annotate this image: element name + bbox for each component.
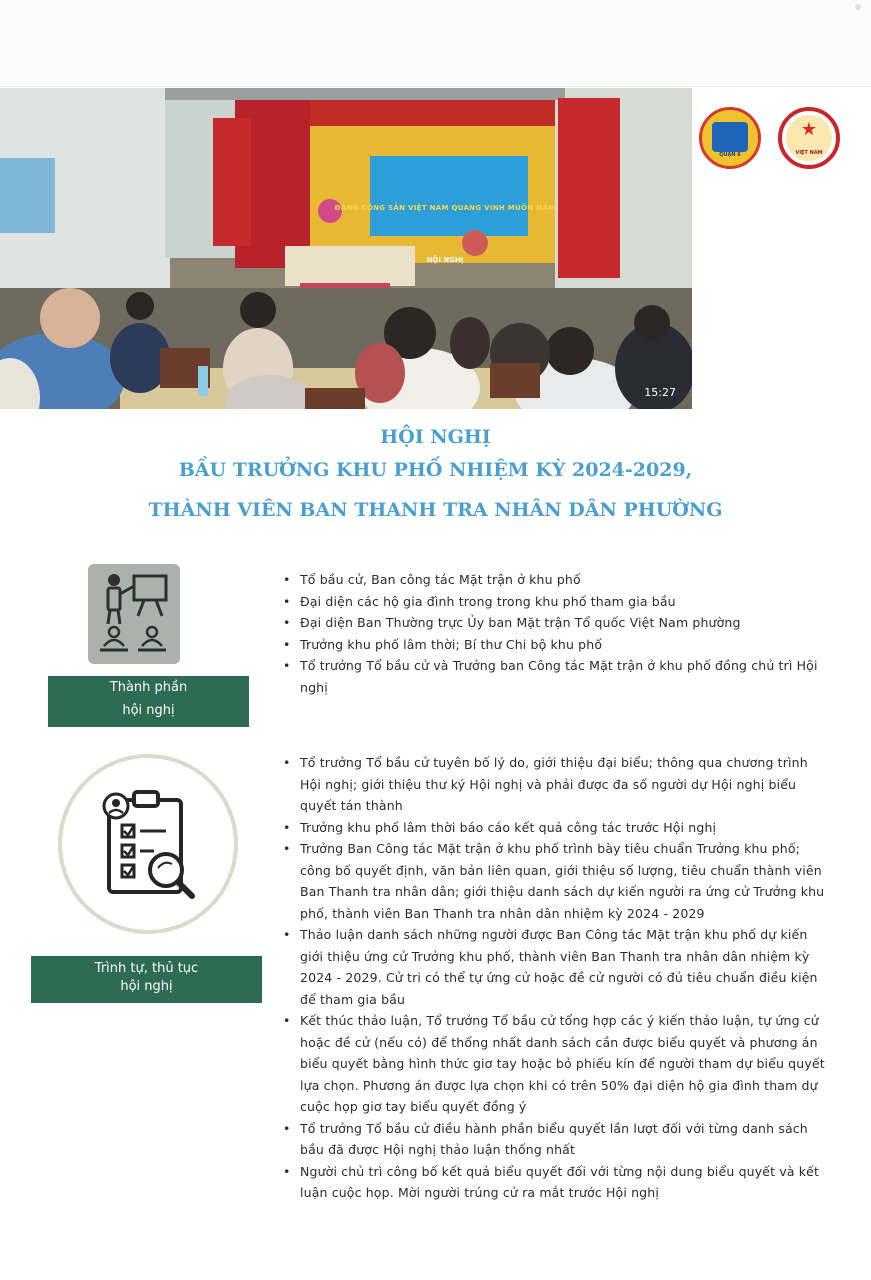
meeting-photo [0, 88, 692, 409]
district-logo-caption: QUẬN 6 [719, 152, 741, 158]
section1-caption [48, 676, 249, 727]
list-item: • Đại diện các hộ gia đình trong trong khu phố tham gia bầu [283, 591, 823, 613]
section2-list [283, 752, 831, 1204]
book-emblem-icon [712, 122, 748, 152]
photo-timestamp: 15:27 [644, 386, 676, 399]
list-item: • Tổ trưởng Tổ bầu cử điều hành phần biểu quyết lần lượt đối với từng danh sách bầu đã được Hội nghị thảo luận thống nhất [283, 1118, 831, 1161]
photo-screen-text: HỘI NGHỊ [426, 256, 464, 264]
presentation-icon [88, 564, 180, 664]
section1-caption-line1: Thành phần [109, 680, 188, 695]
page-title-line2: BẦU TRƯỞNG KHU PHỐ NHIỆM KỲ 2024-2029, [178, 459, 693, 481]
list-item: • Người chủ trì công bố kết quả biểu quyết đối với từng nội dung biểu quyết và kết luận cuộc họp. Mời người trúng cử ra mắt trước Hội nghị [283, 1161, 831, 1204]
page-title-line3: THÀNH VIÊN BAN THANH TRA NHÂN DÂN PHƯỜNG [148, 499, 723, 521]
list-item: • Đại diện Ban Thường trực Ủy ban Mặt trận Tổ quốc Việt Nam phường [283, 612, 823, 634]
section2-caption-line1: Trình tự, thủ tục [94, 961, 199, 976]
list-item: • Trưởng khu phố lâm thời; Bí thư Chi bộ khu phố [283, 634, 823, 656]
fatherland-front-logo [778, 107, 840, 169]
list-item: • Kết thúc thảo luận, Tổ trưởng Tổ bầu cử tổng hợp các ý kiến thảo luận, tự ứng cử hoặc đề cử (nếu có) để thống nhất danh sách cần được biểu quyết và phương án biểu quyết bằng hình thức giơ tay hoặc bỏ phiếu kín để người tham dự biểu quyết lựa chọn. Phương án được lựa chọn khi có trên 50% đại diện hộ gia đình tham dự cuộc họp giơ tay biểu quyết đồng ý [283, 1010, 831, 1118]
section2-caption-line2: hội nghị [120, 979, 173, 994]
list-item: • Trưởng khu phố lâm thời báo cáo kết quả công tác trước Hội nghị [283, 817, 831, 839]
page-title-line1: HỘI NGHỊ [380, 426, 491, 448]
dot-decoration [855, 4, 861, 10]
star-icon: ★ [800, 119, 818, 140]
section1-list [283, 569, 823, 698]
list-item: • Tổ trưởng Tổ bầu cử tuyên bố lý do, giới thiệu đại biểu; thông qua chương trình Hội nghị; giới thiệu thư ký Hội nghị và phải được đa số người dự Hội nghị biểu quyết tán thành [283, 752, 831, 817]
photo-banner-text: ĐẢNG CỘNG SẢN VIỆT NAM QUANG VINH MUÔN NĂM [334, 204, 556, 212]
list-item: • Trưởng Ban Công tác Mặt trận ở khu phố trình bày tiêu chuẩn Trưởng khu phố; công bố quyết định, văn bản liên quan, giới thiệu số lượng, tiêu chuẩn thành viên Ban Thanh tra nhân dân; giới thiệu danh sách dự kiến người ra ứng cử Trưởng khu phố, thành viên Ban Thanh tra nhân dân nhiệm kỳ 2024 - 2029 [283, 838, 831, 924]
section1-caption-line2: hội nghị [122, 703, 175, 718]
list-item: • Tổ bầu cử, Ban công tác Mặt trận ở khu phố [283, 569, 823, 591]
district-logo [699, 107, 761, 169]
section2-caption [31, 956, 262, 1003]
checklist-graphic [54, 750, 244, 940]
meeting-scene [0, 88, 692, 409]
top-bar [0, 0, 871, 87]
list-item: • Thảo luận danh sách những người được Ban Công tác Mặt trận khu phố dự kiến giới thiệu ứng cử Trưởng khu phố, thành viên Ban Thanh tra nhân dân nhiệm kỳ 2024 - 2029. Cử tri có thể tự ứng cử hoặc đề cử người có đủ tiêu chuẩn điều kiện để tham gia bầu [283, 924, 831, 1010]
presentation-icon-graphic [88, 564, 180, 664]
list-item: • Tổ trưởng Tổ bầu cử và Trưởng ban Công tác Mặt trận ở khu phố đồng chủ trì Hội nghị [283, 655, 823, 698]
fatherland-front-caption: VIỆT NAM [795, 150, 823, 156]
checklist-search-icon [54, 750, 244, 940]
